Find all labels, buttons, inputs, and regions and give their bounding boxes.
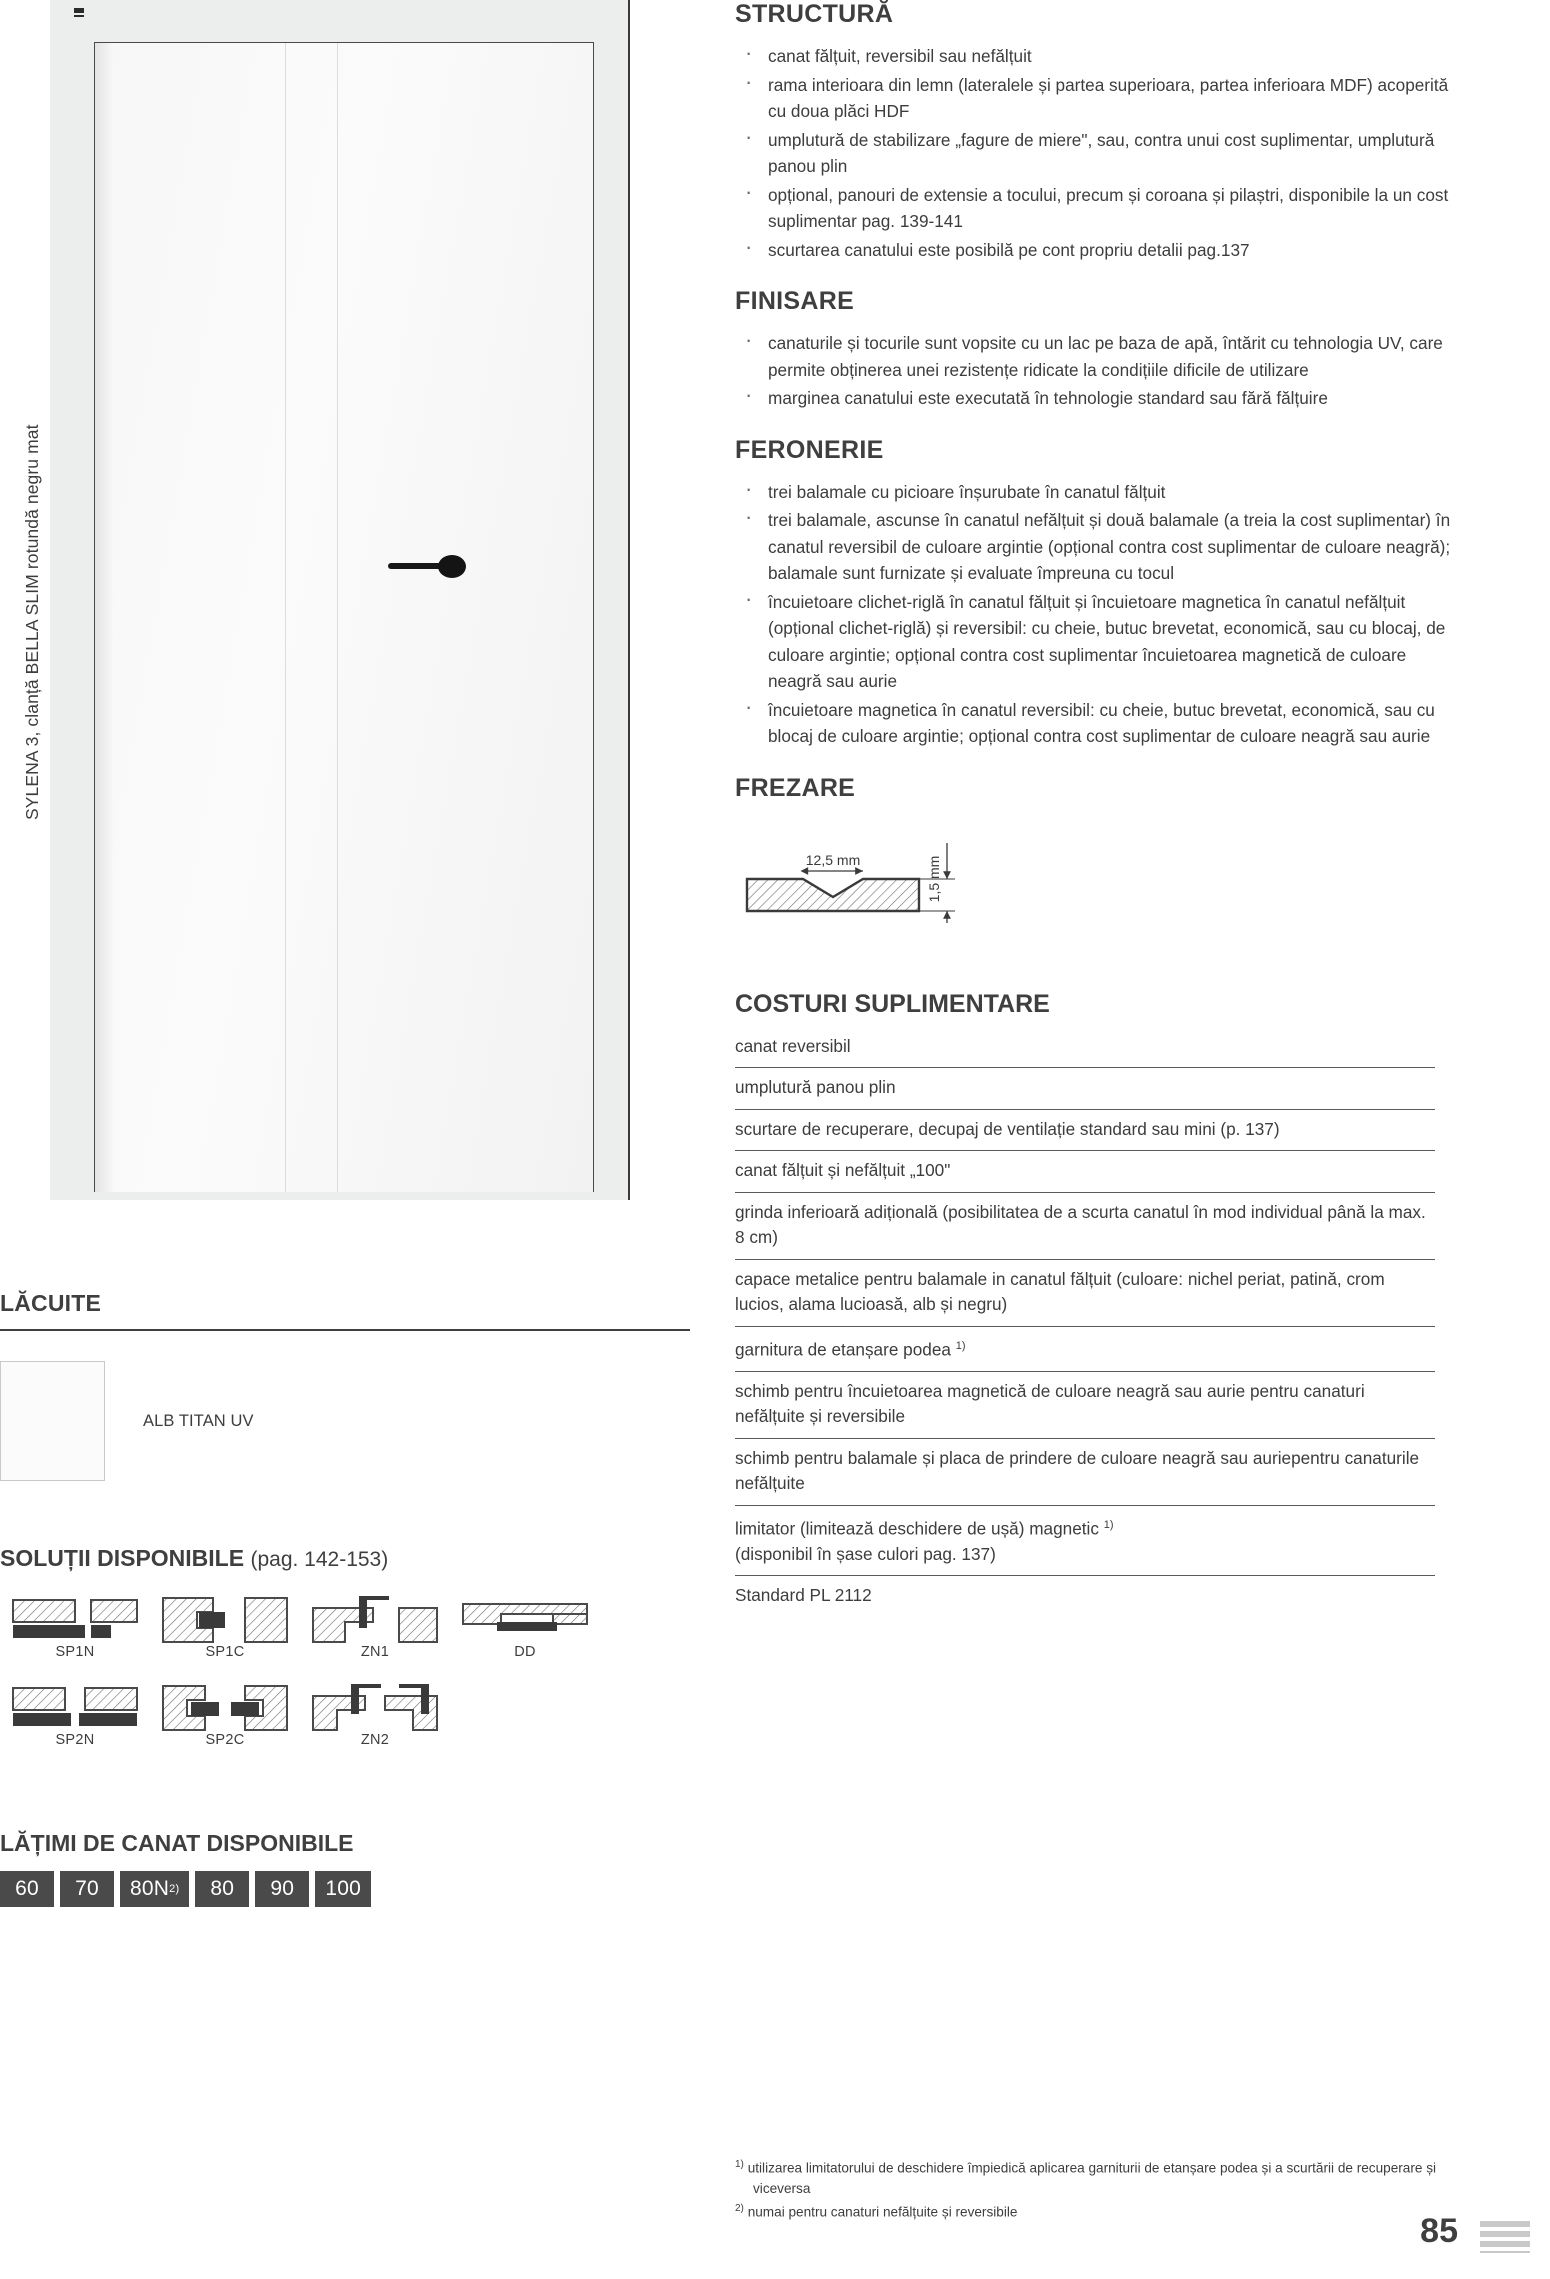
footnote-2	[735, 2199, 1455, 2223]
footnotes-block	[735, 2155, 1455, 2222]
section-sp1c-icon	[161, 1594, 289, 1650]
table-row	[735, 1506, 1435, 1577]
width-value: 90	[270, 1877, 295, 1900]
footnote-marker: 1)	[1103, 1518, 1114, 1531]
solution-label: SP1C	[205, 1644, 245, 1660]
solution-item-sp1c[interactable]	[150, 1594, 300, 1672]
cost-text-secondary: (disponibil în șase culori pag. 137)	[735, 1543, 996, 1564]
width-value: 100	[325, 1877, 361, 1900]
right-column	[735, 0, 1455, 1617]
finisare-section	[735, 287, 1455, 412]
door-groove-left	[285, 43, 286, 1192]
door-groove-right	[337, 43, 338, 1192]
solution-label: SP2N	[55, 1732, 95, 1748]
frezare-profile-diagram	[741, 827, 1001, 937]
feronerie-list	[735, 479, 1455, 750]
feronerie-title: FERONERIE	[735, 435, 884, 464]
cost-text: canat fălțuit și nefălțuit „100"	[735, 1160, 951, 1180]
cost-text: Standard PL 2112	[735, 1585, 872, 1606]
solution-item-sp2c[interactable]	[150, 1682, 300, 1760]
cost-text: limitator (limitează deschidere de ușă) magnetic	[735, 1518, 1104, 1539]
list-item: · scurtarea canatului este posibilă pe cont propriu detalii pag.137	[735, 237, 1455, 264]
product-caption: SYLENA 3, clanță BELLA SLIM rotundă negru mat	[22, 424, 42, 820]
width-value: 80	[210, 1877, 235, 1900]
list-item: · umplutură de stabilizare „fagure de miere", sau, contra unui cost suplimentar, umplutură panou plin	[735, 127, 1455, 180]
structura-list	[735, 43, 1455, 263]
solution-item-zn2[interactable]	[300, 1682, 450, 1760]
lacuite-title: LĂCUITE	[0, 1290, 102, 1316]
cost-text: schimb pentru balamale și placa de prindere de culoare neagră sau auriepentru canaturile nefălțuite	[735, 1447, 1420, 1494]
list-item: · încuietoare clichet-riglă în canatul fălțuit și încuietoare magnetica în canatul nefălțuit (opțional clichet-riglă) și reversibil: cu cheie, butuc brevetat, economică, sau cu blocaj, de culoare argintie; opțional contra cost suplimentar încuietoarea magnetică de culoare neagră sau aurie	[735, 589, 1455, 695]
table-row	[735, 1576, 1435, 1617]
handle-rose	[438, 555, 466, 578]
color-swatch-label: ALB TITAN UV	[143, 1411, 254, 1430]
list-item: · canaturile și tocurile sunt vopsite cu un lac pe baza de apă, întărit cu tehnologia UV, care permite obținerea unei rezistențe ridicate la condițiile dificile de utilizare	[735, 330, 1455, 383]
section-sp2c-icon	[161, 1682, 289, 1738]
cost-text: umplutură panou plin	[735, 1077, 896, 1097]
width-footnote-marker: 2)	[169, 1883, 180, 1895]
solutii-grid	[0, 1594, 700, 1760]
list-item: · trei balamale, ascunse în canatul nefălțuit și două balamale (a treia la cost suplimentar) în canatul reversibil de culoare argintie (opțional contra cost suplimentar de culoare neagră); balamale sunt furnizate și evaluate împreuna cu tocul	[735, 507, 1455, 587]
structura-section	[735, 0, 1455, 263]
footnote-marker: 1)	[955, 1339, 966, 1352]
width-chip-80[interactable]	[195, 1871, 249, 1907]
door-edge-shadow	[95, 43, 113, 1192]
latimi-chip-row	[0, 1871, 700, 1907]
list-item: · marginea canatului este executată în tehnologie standard sau fără fălțuire	[735, 385, 1455, 412]
solutii-heading	[0, 1545, 700, 1572]
page-corner-decoration	[1480, 2221, 1530, 2253]
width-chip-70[interactable]	[60, 1871, 114, 1907]
cost-text: capace metalice pentru balamale in canatul fălțuit (culoare: nichel periat, patină, crom lucios, alama lucioasă, alb și negru)	[735, 1268, 1385, 1314]
table-row	[735, 1151, 1435, 1193]
section-zn1-icon	[311, 1594, 439, 1650]
cost-text: scurtare de recuperare, decupaj de ventilație standard sau mini (p. 137)	[735, 1118, 1280, 1139]
feronerie-section	[735, 436, 1455, 750]
footnote-marker: 1)	[735, 2159, 744, 2170]
table-row	[735, 1068, 1435, 1110]
list-item: · rama interioara din lemn (lateralele și partea superioara, partea inferioara MDF) acoperită cu doua plăci HDF	[735, 72, 1455, 125]
solution-item-dd[interactable]	[450, 1594, 600, 1672]
latimi-section	[0, 1830, 700, 1907]
left-column	[0, 0, 700, 2279]
solution-item-zn1[interactable]	[300, 1594, 450, 1672]
solutii-subtitle: (pag. 142-153)	[250, 1548, 389, 1571]
solution-item-sp2n[interactable]	[0, 1682, 150, 1760]
list-item: · canat fălțuit, reversibil sau nefălțuit	[735, 43, 1455, 70]
width-chip-90[interactable]	[255, 1871, 309, 1907]
table-row	[735, 1110, 1435, 1152]
lacuite-swatch-row	[0, 1361, 700, 1481]
page-number: 85	[1420, 2212, 1458, 2250]
solution-label: SP2C	[205, 1732, 245, 1748]
costuri-section	[735, 990, 1455, 1617]
solution-label: ZN1	[360, 1644, 390, 1660]
table-row	[735, 1439, 1435, 1506]
frezare-width-label: 12,5 mm	[805, 851, 861, 868]
solution-item-sp1n[interactable]	[0, 1594, 150, 1672]
section-sp1n-icon	[11, 1594, 139, 1650]
width-value: 60	[15, 1877, 39, 1900]
list-item: · opțional, panouri de extensie a tocului, precum și coroana și pilaștri, disponibile la un cost suplimentar pag. 139-141	[735, 182, 1455, 235]
solution-label: SP1N	[55, 1644, 95, 1660]
latimi-title: LĂȚIMI DE CANAT DISPONIBILE	[0, 1830, 354, 1856]
finisare-list	[735, 330, 1455, 412]
cost-text: garnitura de etanșare podea	[735, 1339, 956, 1360]
table-row	[735, 1027, 1435, 1069]
photo-marker-icon	[74, 8, 84, 13]
cost-text: canat reversibil	[735, 1035, 851, 1056]
frezare-height-label: 1,5 mm	[926, 855, 942, 902]
section-zn2-icon	[311, 1682, 439, 1738]
solution-label: ZN2	[360, 1732, 390, 1748]
table-row	[735, 1372, 1435, 1439]
door-photo	[50, 0, 630, 1200]
door-leaf-illustration	[94, 42, 594, 1192]
width-value: 80N	[130, 1877, 170, 1900]
frezare-section	[735, 774, 1455, 942]
footnote-marker: 2)	[735, 2202, 744, 2214]
list-item: · trei balamale cu picioare înșurubate în canatul fălțuit	[735, 479, 1455, 506]
width-value: 70	[75, 1877, 99, 1900]
solution-label: DD	[514, 1644, 536, 1660]
table-row	[735, 1260, 1435, 1327]
cost-text: schimb pentru încuietoarea magnetică de culoare neagră sau aurie pentru canaturi nefălțuite și reversibile	[735, 1380, 1365, 1427]
footnote-text: utilizarea limitatorului de deschidere împiedică aplicarea garniturii de etanșare podea și a scurtării de recuperare și viceversa	[747, 2160, 1437, 2196]
table-row	[735, 1327, 1435, 1372]
solutii-section	[0, 1545, 700, 1760]
color-swatch[interactable]	[0, 1361, 105, 1481]
costuri-title: COSTURI SUPLIMENTARE	[735, 989, 1050, 1018]
door-handle-icon	[388, 555, 468, 577]
solutii-title: SOLUȚII DISPONIBILE	[0, 1545, 245, 1571]
footnote-text: numai pentru canaturi nefălțuite și reversibile	[747, 2204, 1018, 2220]
section-dd-icon	[461, 1594, 589, 1650]
structura-title: STRUCTURĂ	[735, 0, 894, 28]
section-sp2n-icon	[11, 1682, 139, 1738]
footnote-1	[735, 2155, 1455, 2199]
lacuite-divider	[0, 1329, 690, 1331]
table-row	[735, 1193, 1435, 1260]
lacuite-section	[0, 1290, 700, 1481]
list-item: · încuietoare magnetica în canatul reversibil: cu cheie, butuc brevetat, economică, sau cu blocaj de culoare argintie; opțional contra cost suplimentar de culoare neagră sau aurie	[735, 697, 1455, 750]
finisare-title: FINISARE	[735, 287, 855, 315]
width-chip-60[interactable]	[0, 1871, 54, 1907]
frezare-title: FREZARE	[735, 773, 856, 802]
door-frame-line	[628, 0, 630, 1200]
width-chip-100[interactable]	[315, 1871, 371, 1907]
cost-text: grinda inferioară adițională (posibilitatea de a scurta canatul în mod individual până la max. 8 cm)	[735, 1201, 1426, 1247]
width-chip-80n[interactable]	[120, 1871, 189, 1907]
